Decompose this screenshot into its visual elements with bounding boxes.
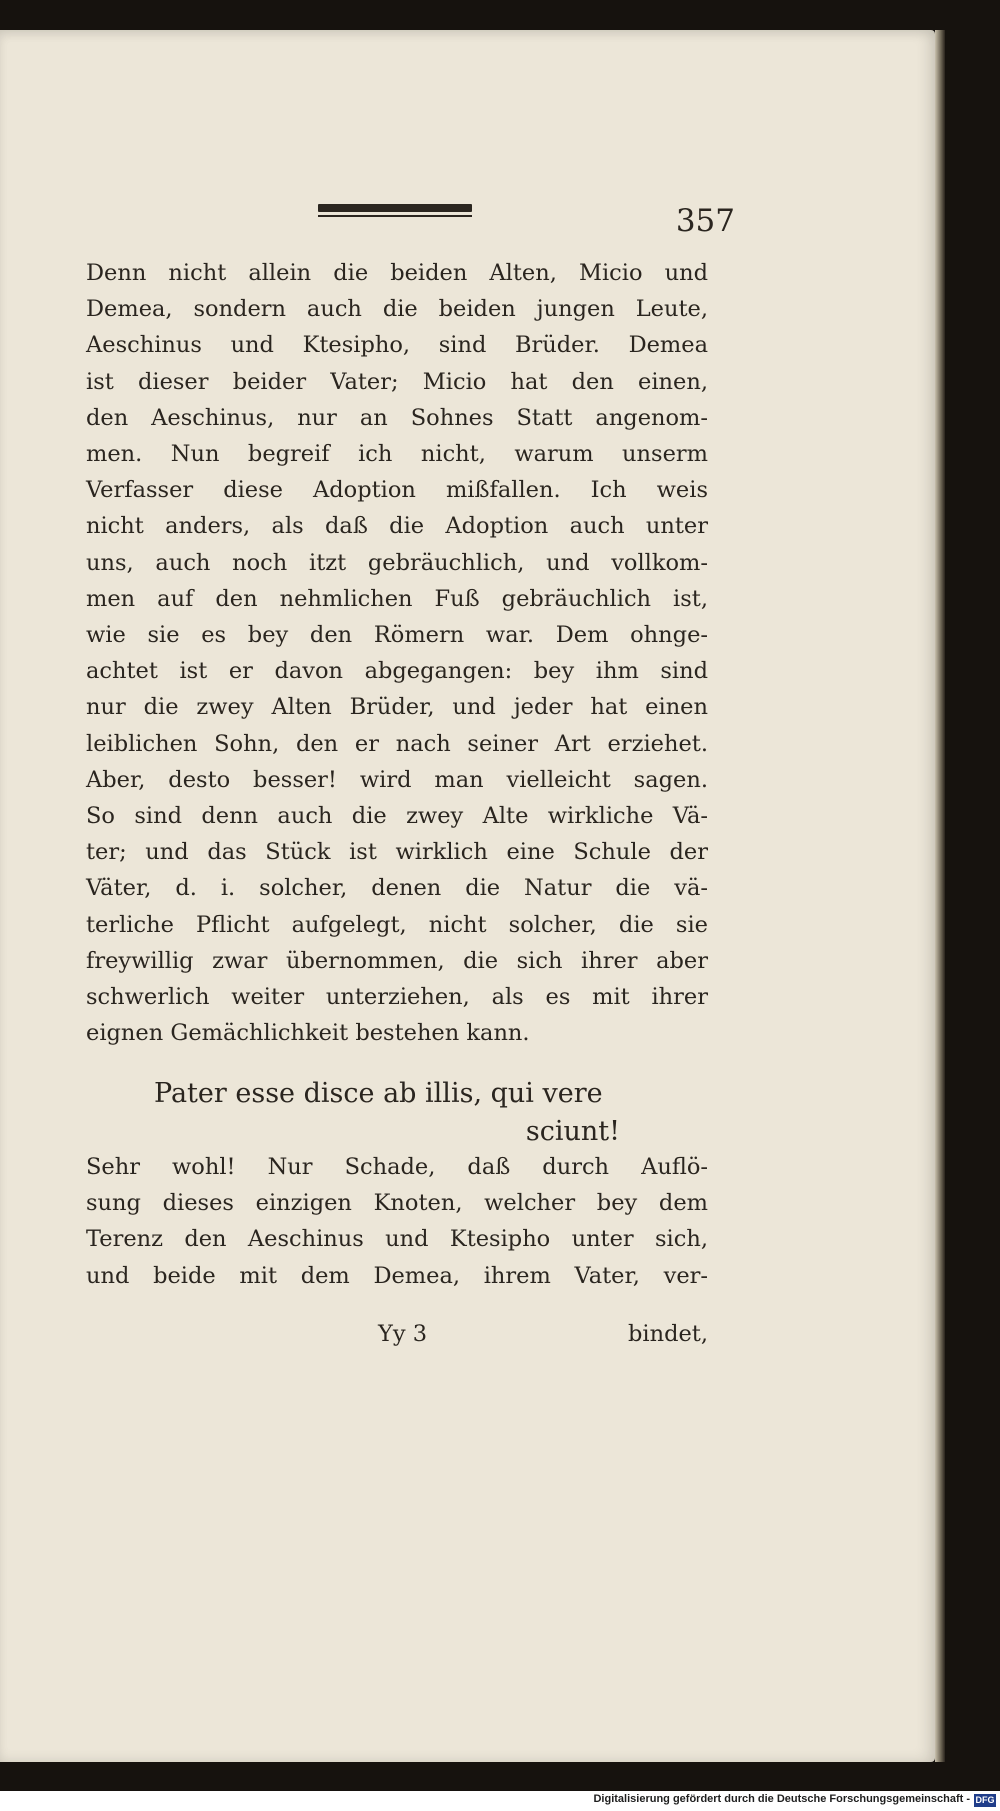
- text-line: freywillig zwar übernommen, die sich ihrer aber: [86, 947, 708, 974]
- text-line: ter; und das Stück ist wirklich eine Schule der: [86, 839, 708, 866]
- quote-line: sciunt!: [525, 1116, 620, 1147]
- text-line: sung dieses einzigen Knoten, welcher bey dem: [86, 1190, 708, 1217]
- text-line: Terenz den Aeschinus und Ktesipho unter sich,: [86, 1226, 708, 1253]
- text-line: men auf den nehmlichen Fuß gebräuchlich ist,: [86, 585, 708, 612]
- quote-line: Pater esse disce ab illis, qui vere: [154, 1078, 603, 1109]
- credit-text: Digitalisierung gefördert durch die Deutsche Forschungsgemeinschaft -: [593, 1793, 970, 1805]
- text-line: Sehr wohl! Nur Schade, daß durch Auflö-: [86, 1154, 708, 1180]
- text-line: eignen Gemächlichkeit bestehen kann.: [86, 1020, 530, 1047]
- text-line: nur die zwey Alten Brüder, und jeder hat einen: [86, 694, 708, 721]
- text-line: schwerlich weiter unterziehen, als es mit ihrer: [86, 984, 708, 1011]
- page-footer: [86, 1321, 708, 1357]
- page-number: 357: [675, 203, 735, 239]
- header-rule: [318, 204, 472, 212]
- latin-quote: [86, 1075, 708, 1151]
- paragraph-2: [86, 1149, 708, 1294]
- text-line: Demea, sondern auch die beiden jungen Leute,: [86, 296, 708, 323]
- text-line: Denn nicht allein die beiden Alten, Micio und: [86, 260, 708, 286]
- text-line: nicht anders, als daß die Adoption auch unter: [86, 513, 708, 540]
- text-line: achtet ist er davon abgegangen: bey ihm sind: [86, 658, 708, 685]
- text-line: Verfasser diese Adoption mißfallen. Ich weis: [86, 477, 708, 504]
- text-line: Väter, d. i. solcher, denen die Natur die vä-: [86, 875, 708, 902]
- page-edge: [935, 30, 945, 1762]
- text-line: terliche Pflicht aufgelegt, nicht solcher, die sie: [86, 911, 708, 938]
- text-line: uns, auch noch itzt gebräuchlich, und vollkom-: [86, 549, 708, 576]
- text-line: men. Nun begreif ich nicht, warum unserm: [86, 441, 708, 468]
- text-line: und beide mit dem Demea, ihrem Vater, ver-: [86, 1262, 708, 1289]
- dfg-logo-icon: DFG: [975, 1795, 995, 1805]
- text-line: den Aeschinus, nur an Sohnes Statt angenom-: [86, 404, 708, 431]
- text-line: wie sie es bey den Römern war. Dem ohnge-: [86, 622, 708, 649]
- text-line: Aeschinus und Ktesipho, sind Brüder. Demea: [86, 332, 708, 359]
- text-line: leiblichen Sohn, den er nach seiner Art erziehet.: [86, 730, 708, 757]
- signature-mark: Yy 3: [378, 1321, 428, 1347]
- text-line: Aber, desto besser! wird man vielleicht sagen.: [86, 766, 708, 793]
- text-line: So sind denn auch die zwey Alte wirkliche Vä-: [86, 803, 708, 830]
- text-line: ist dieser beider Vater; Micio hat den einen,: [86, 368, 708, 395]
- paragraph-1: [86, 255, 708, 1051]
- digitization-credit-bar: [0, 1791, 1000, 1811]
- catchword: bindet,: [627, 1321, 708, 1347]
